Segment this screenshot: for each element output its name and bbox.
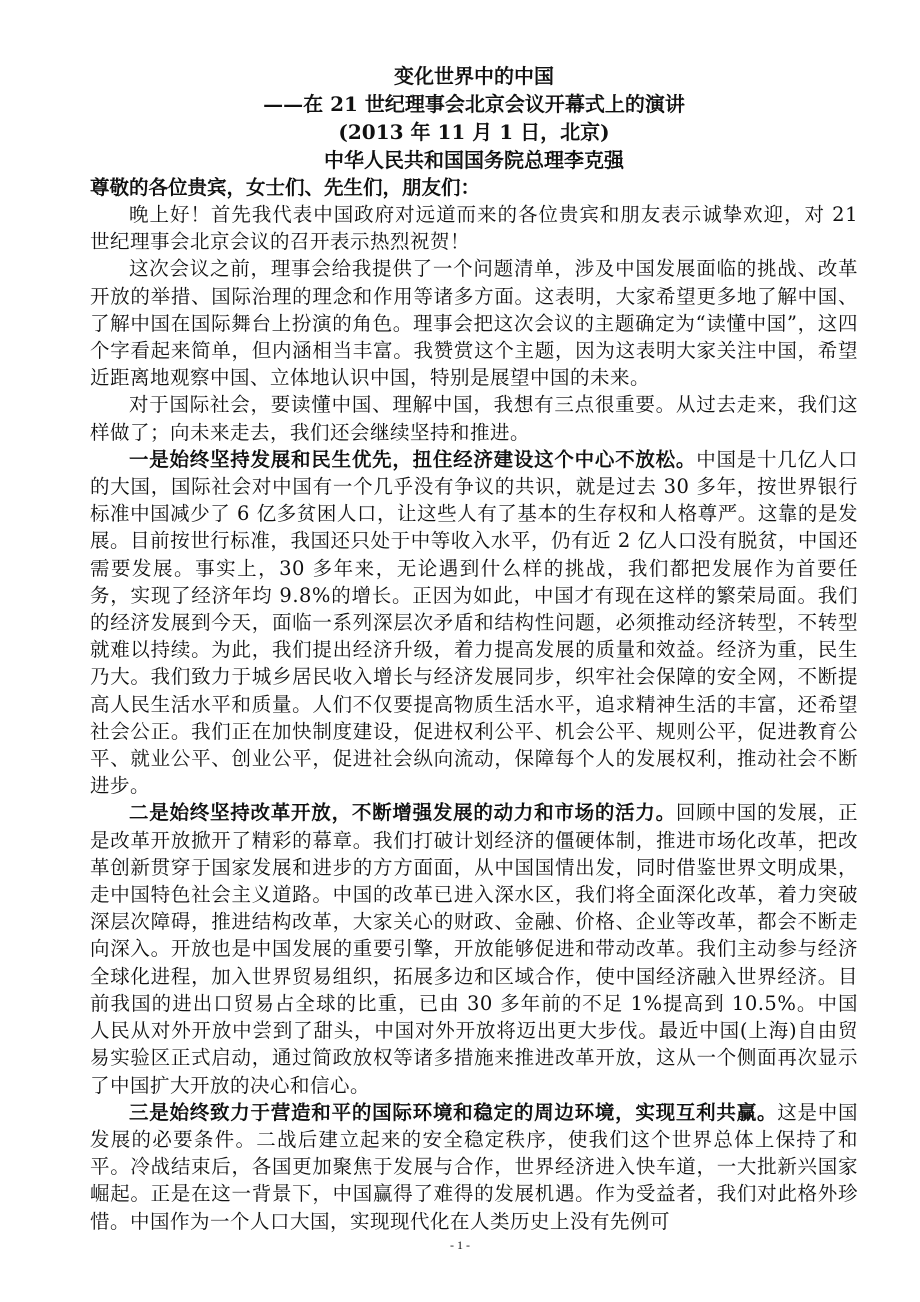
paragraph-1 [90, 201, 858, 255]
speech-subtitle: ——在 21 世纪理事会北京会议开幕式上的演讲 [263, 92, 685, 116]
paragraph-5-lead: 二是始终坚持改革开放，不断增强发展的动力和市场的活力。 [129, 801, 676, 825]
paragraph-4-text: 中国是十几亿人口的大国，国际社会对中国有一个几乎没有争议的共识，就是过去 30 多年，按世界银行标准中国减少了 6 亿多贫困人口，让这些人有了基本的生存权和人格尊严。这靠的是发展。目前按世行标准，我国还只处于中等收入水平，仍有近 2 亿人口没有脱贫，中国还需要发展。事实上，30 多年来，无论遇到什么样的挑战，我们都把发展作为首要任务，实现了经济年均 9.8%的增长。正因为如此，中国才有现在这样的繁荣局面。我们的经济发展到今天，面临一系列深层次矛盾和结构性问题，必须推动经济转型，不转型就难以持续。为此，我们提出经济升级，着力提高发展的质量和效益。经济为重，民生乃大。我们致力于城乡居民收入增长与经济发展同步，织牢社会保障的安全网，不断提高人民生活水平和质量。人们不仅要提高物质生活水平，追求精神生活的丰富，还希望社会公正。我们正在加快制度建设，促进权利公平、机会公平、规则公平，促进教育公平、就业公平、创业公平，促进社会纵向流动，保障每个人的发展权利，推动社会不断进步。 [90, 447, 858, 798]
paragraph-3-text: 对于国际社会，要读懂中国、理解中国，我想有三点很重要。从过去走来，我们这样做了；向未来走去，我们还会继续坚持和推进。 [90, 393, 858, 444]
paragraph-6-lead: 三是始终致力于营造和平的国际环境和稳定的周边环境，实现互利共赢。 [129, 1100, 778, 1124]
paragraph-4-lead: 一是始终坚持发展和民生优先，扭住经济建设这个中心不放松。 [129, 447, 697, 471]
speaker-name: 中华人民共和国国务院总理李克强 [324, 148, 624, 172]
salutation: 尊敬的各位贵宾，女士们、先生们，朋友们： [90, 176, 481, 199]
paragraph-2-text: 这次会议之前，理事会给我提供了一个问题清单，涉及中国发展面临的挑战、改革开放的举措、国际治理的理念和作用等诸多方面。这表明，大家希望更多地了解中国、了解中国在国际舞台上扮演的角色。理事会把这次会议的主题确定为“读懂中国”，这四个字看起来简单，但内涵相当丰富。我赞赏这个主题，因为这表明大家关注中国，希望近距离地观察中国、立体地认识中国，特别是展望中国的未来。 [90, 257, 858, 390]
speech-title: 变化世界中的中国 [394, 64, 554, 88]
paragraph-5-text: 回顾中国的发展，正是改革开放掀开了精彩的幕章。我们打破计划经济的僵硬体制，推进市场化改革，把改革创新贯穿于国家发展和进步的方方面面，从中国国情出发，同时借鉴世界文明成果，走中国特色社会主义道路。中国的改革已进入深水区，我们将全面深化改革，着力突破深层次障碍，推进结构改革，大家关心的财政、金融、价格、企业等改革，都会不断走向深入。开放也是中国发展的重要引擎，开放能够促进和带动改革。我们主动参与经济全球化进程，加入世界贸易组织，拓展多边和区域合作，使中国经济融入世界经济。目前我国的进出口贸易占全球的比重，已由 30 多年前的不足 1%提高到 10.5%。中国人民从对外开放中尝到了甜头，中国对外开放将迈出更大步伐。最近中国(上海)自由贸易实验区正式启动，通过简政放权等诸多措施来推进改革开放，这从一个侧面再次显示了中国扩大开放的决心和信心。 [90, 801, 858, 1097]
page-number: - 1 - [450, 1238, 470, 1252]
paragraph-2 [90, 255, 858, 391]
title-block [90, 62, 858, 174]
paragraph-6-text: 这是中国发展的必要条件。二战后建立起来的安全稳定秩序，使我们这个世界总体上保持了和平。冷战结束后，各国更加聚焦于发展与合作，世界经济进入快车道，一大批新兴国家崛起。正是在这一背景下，中国赢得了难得的发展机遇。作为受益者，我们对此格外珍惜。中国作为一个人口大国，实现现代化在人类历史上没有先例可 [90, 1100, 858, 1233]
paragraph-4 [90, 446, 858, 800]
paragraph-1-text: 晚上好！首先我代表中国政府对远道而来的各位贵宾和朋友表示诚挚欢迎，对 21 世纪理事会北京会议的召开表示热烈祝贺！ [90, 203, 858, 254]
paragraph-6 [90, 1099, 858, 1235]
paragraph-3 [90, 391, 858, 445]
paragraph-5 [90, 799, 858, 1098]
speech-date: (2013 年 11 月 1 日，北京) [338, 120, 610, 144]
document-page [90, 62, 858, 1235]
